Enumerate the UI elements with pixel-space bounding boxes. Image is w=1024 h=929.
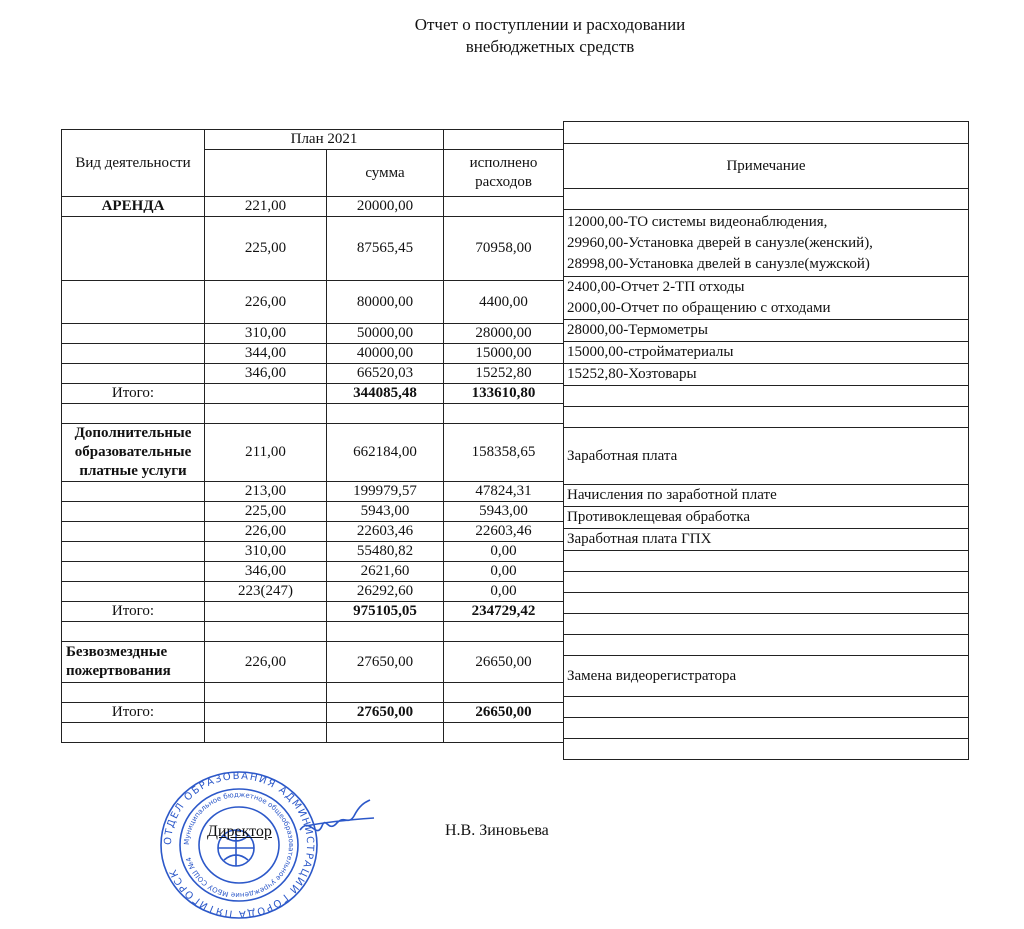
table-row: 213,00 199979,57 47824,31 (62, 482, 564, 502)
header-executed: исполнено расходов (444, 150, 564, 197)
total-done: 133610,80 (444, 384, 564, 404)
total-row (62, 602, 564, 622)
table-row: 223(247) 26292,60 0,00 (62, 582, 564, 602)
table-row: Дополнительные образовательные платные услуги 211,00 662184,00 158358,65 (62, 424, 564, 482)
total-row (62, 703, 564, 723)
note-row: 28000,00-Термометры (564, 320, 969, 342)
total-sum: 975105,05 (327, 602, 444, 622)
budget-table (61, 129, 564, 743)
section-edu-label: Дополнительные образовательные платные услуги (62, 424, 205, 482)
total-row (62, 384, 564, 404)
table-row: 226,00 22603,46 22603,46 (62, 522, 564, 542)
total-sum: 27650,00 (327, 703, 444, 723)
note-row: 15252,80-Хозтовары (564, 364, 969, 386)
table-row: Безвозмездные пожертвования 226,00 27650,00 26650,00 (62, 642, 564, 683)
table-row: 346,00 2621,60 0,00 (62, 562, 564, 582)
note-row: 2400,00-Отчет 2-ТП отходы 2000,00-Отчет по обращению с отходами (564, 277, 969, 320)
section-rent-label: АРЕНДА (62, 197, 205, 217)
title-line-2: внебюджетных средств (465, 37, 635, 56)
total-done: 26650,00 (444, 703, 564, 723)
total-label: Итого: (62, 602, 205, 622)
header-activity: Вид деятельности (62, 130, 205, 197)
director-label: Директор (207, 823, 272, 840)
title-line-1: Отчет о поступлении и расходовании (414, 15, 686, 34)
document-title (0, 14, 1024, 58)
note-row: Заработная плата ГПХ (564, 529, 969, 551)
table-row: 344,00 40000,00 15000,00 (62, 344, 564, 364)
table-row: АРЕНДА 221,00 20000,00 (62, 197, 564, 217)
table-row: 310,00 50000,00 28000,00 (62, 324, 564, 344)
signature (296, 796, 378, 842)
director-name: Н.В. Зиновьева (445, 822, 549, 839)
note-row: Заработная плата (564, 428, 969, 485)
header-note: Примечание (564, 144, 969, 189)
total-label: Итого: (62, 703, 205, 723)
note-row: 15000,00-стройматериалы (564, 342, 969, 364)
note-row: Начисления по заработной плате (564, 485, 969, 507)
official-stamp (158, 770, 320, 920)
note-row: Замена видеорегистратора (564, 656, 969, 697)
table-row: 226,00 80000,00 4400,00 (62, 281, 564, 324)
svg-text:Муниципальное бюджетное общеоб: Муниципальное бюджетное общеобразовательное учреждение МБОУ СОШ №4 (182, 790, 296, 900)
total-sum: 344085,48 (327, 384, 444, 404)
total-label: Итого: (62, 384, 205, 404)
table-row: 346,00 66520,03 15252,80 (62, 364, 564, 384)
svg-text:ОТДЕЛ ОБРАЗОВАНИЯ АДМИНИСТРАЦИ: ОТДЕЛ ОБРАЗОВАНИЯ АДМИНИСТРАЦИИ ГОРОДА ПЯТИГОРСК (162, 770, 316, 920)
section-donation-label: Безвозмездные пожертвования (62, 642, 205, 683)
header-sum: сумма (327, 150, 444, 197)
total-done: 234729,42 (444, 602, 564, 622)
notes-table (563, 121, 969, 760)
table-row: 225,00 5943,00 5943,00 (62, 502, 564, 522)
note-row: Противоклещевая обработка (564, 507, 969, 529)
header-plan: План 2021 (205, 130, 444, 150)
table-row: 225,00 87565,45 70958,00 (62, 217, 564, 281)
table-row: 310,00 55480,82 0,00 (62, 542, 564, 562)
note-row: 12000,00-ТО системы видеонаблюдения, 29960,00-Установка дверей в санузле(женский), 28998,00-Установка двелей в санузле(мужской) (564, 210, 969, 277)
